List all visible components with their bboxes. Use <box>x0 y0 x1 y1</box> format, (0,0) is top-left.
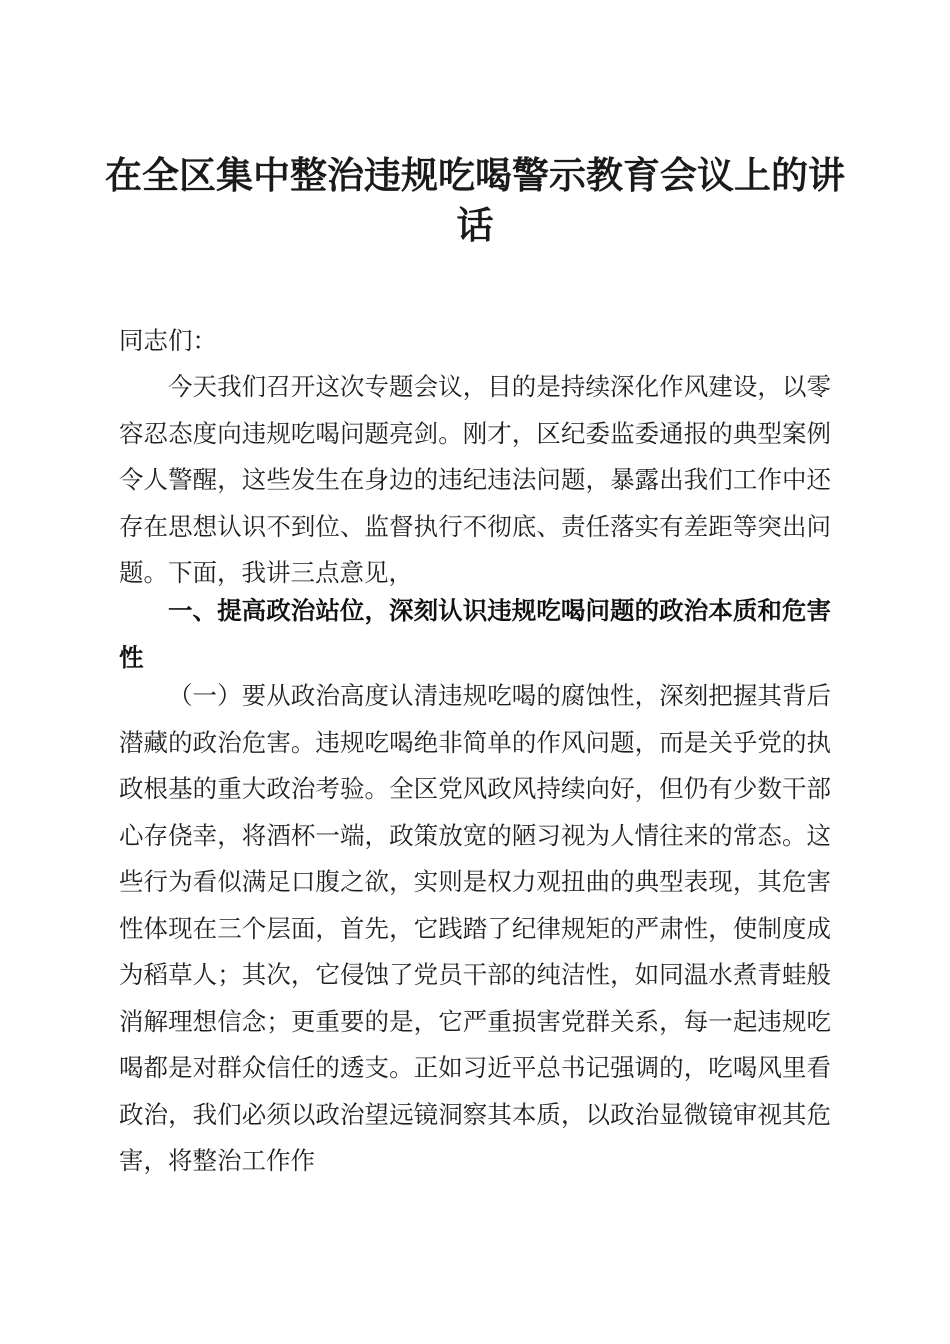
subsection-paragraph-1: （一）要从政治高度认清违规吃喝的腐蚀性，深刻把握其背后潜藏的政治危害。违规吃喝绝非简单的作风问题，而是关乎党的执政根基的重大政治考验。全区党风政风持续向好，但仍有少数干部心存侥幸，将酒杯一端，政策放宽的陋习视为人情往来的常态。这些行为看似满足口腹之欲，实则是权力观扭曲的典型表现，其危害性体现在三个层面，首先，它践踏了纪律规矩的严肃性，使制度成为稻草人；其次，它侵蚀了党员干部的纯洁性，如同温水煮青蛙般消解理想信念；更重要的是，它严重损害党群关系，每一起违规吃喝都是对群众信任的透支。正如习近平总书记强调的，吃喝风里看政治，我们必须以政治望远镜洞察其本质，以政治显微镜审视其危害，将整治工作作 <box>119 681 831 1175</box>
section-heading-1: 一、提高政治站位，深刻认识违规吃喝问题的政治本质和危害性 <box>119 596 831 672</box>
document-title: 在全区集中整治违规吃喝警示教育会议上的讲话 <box>105 153 845 247</box>
opening-paragraph: 今天我们召开这次专题会议，目的是持续深化作风建设，以零容忍态度向违规吃喝问题亮剑。刚才，区纪委监委通报的典型案例令人警醒，这些发生在身边的违纪违法问题，暴露出我们工作中还存在思想认识不到位、监督执行不彻底、责任落实有差距等突出问题。下面，我讲三点意见， <box>119 372 831 587</box>
salutation: 同志们： <box>119 326 217 355</box>
